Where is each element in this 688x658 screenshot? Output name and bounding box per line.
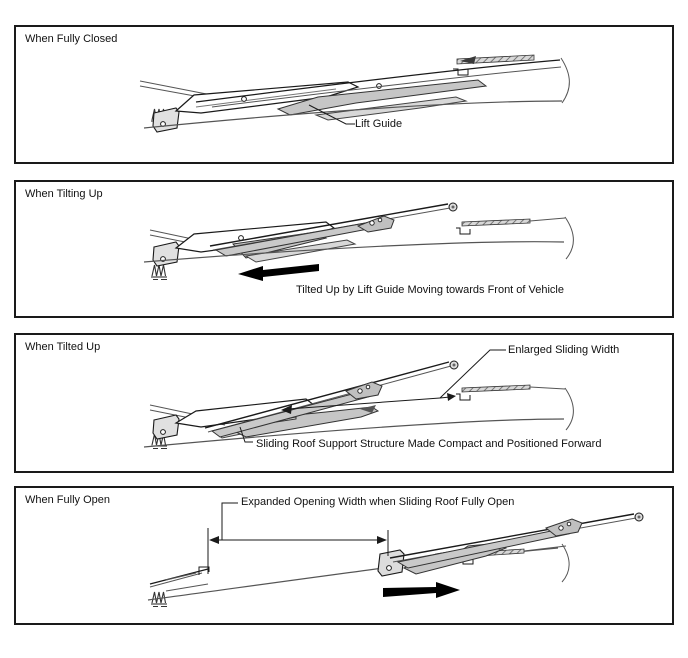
rail-clip bbox=[456, 228, 470, 234]
label-lift-guide: Lift Guide bbox=[355, 118, 403, 130]
support-arm bbox=[398, 519, 582, 568]
panel-tilting-up bbox=[14, 180, 674, 318]
arrowhead-right bbox=[447, 393, 456, 401]
front-bracket bbox=[153, 415, 179, 439]
spring-coil-icon bbox=[151, 265, 167, 280]
rail-break bbox=[565, 388, 573, 430]
front-bracket bbox=[153, 242, 179, 266]
label-tilting-caption: Tilted Up by Lift Guide Moving towards Front of Vehicle bbox=[296, 284, 564, 296]
arrow-rearward-icon bbox=[383, 582, 460, 598]
front-rail-empty bbox=[150, 567, 209, 591]
rail-clip bbox=[456, 394, 470, 400]
arrowhead-right bbox=[377, 536, 387, 544]
fully-closed-drawing bbox=[16, 27, 672, 162]
rail-break bbox=[565, 217, 573, 259]
arrow-forward-icon bbox=[238, 264, 319, 281]
arrowhead-left bbox=[209, 536, 219, 544]
panel-title: When Tilted Up bbox=[25, 341, 101, 353]
label-sliding-width: Enlarged Sliding Width bbox=[508, 344, 620, 356]
panel-title: When Fully Closed bbox=[25, 33, 118, 45]
label-tilted-caption: Sliding Roof Support Structure Made Compact and Positioned Forward bbox=[256, 438, 602, 450]
rear-rail-hatch bbox=[456, 218, 565, 234]
rail-break bbox=[561, 58, 569, 103]
panel-title: When Tilting Up bbox=[25, 188, 103, 200]
rear-rail-hatch bbox=[453, 55, 534, 75]
panel-tilted-up bbox=[14, 333, 674, 473]
panel-title: When Fully Open bbox=[25, 494, 110, 506]
rail-break bbox=[562, 544, 569, 582]
label-leader bbox=[222, 503, 238, 540]
front-bracket bbox=[153, 108, 179, 132]
opening-width-dimension bbox=[208, 503, 388, 574]
label-opening-width: Expanded Opening Width when Sliding Roof Fully Open bbox=[241, 496, 515, 508]
panel-fully-closed bbox=[14, 25, 674, 164]
panel-fully-open bbox=[14, 486, 674, 625]
rear-rail-hatch bbox=[456, 385, 565, 400]
